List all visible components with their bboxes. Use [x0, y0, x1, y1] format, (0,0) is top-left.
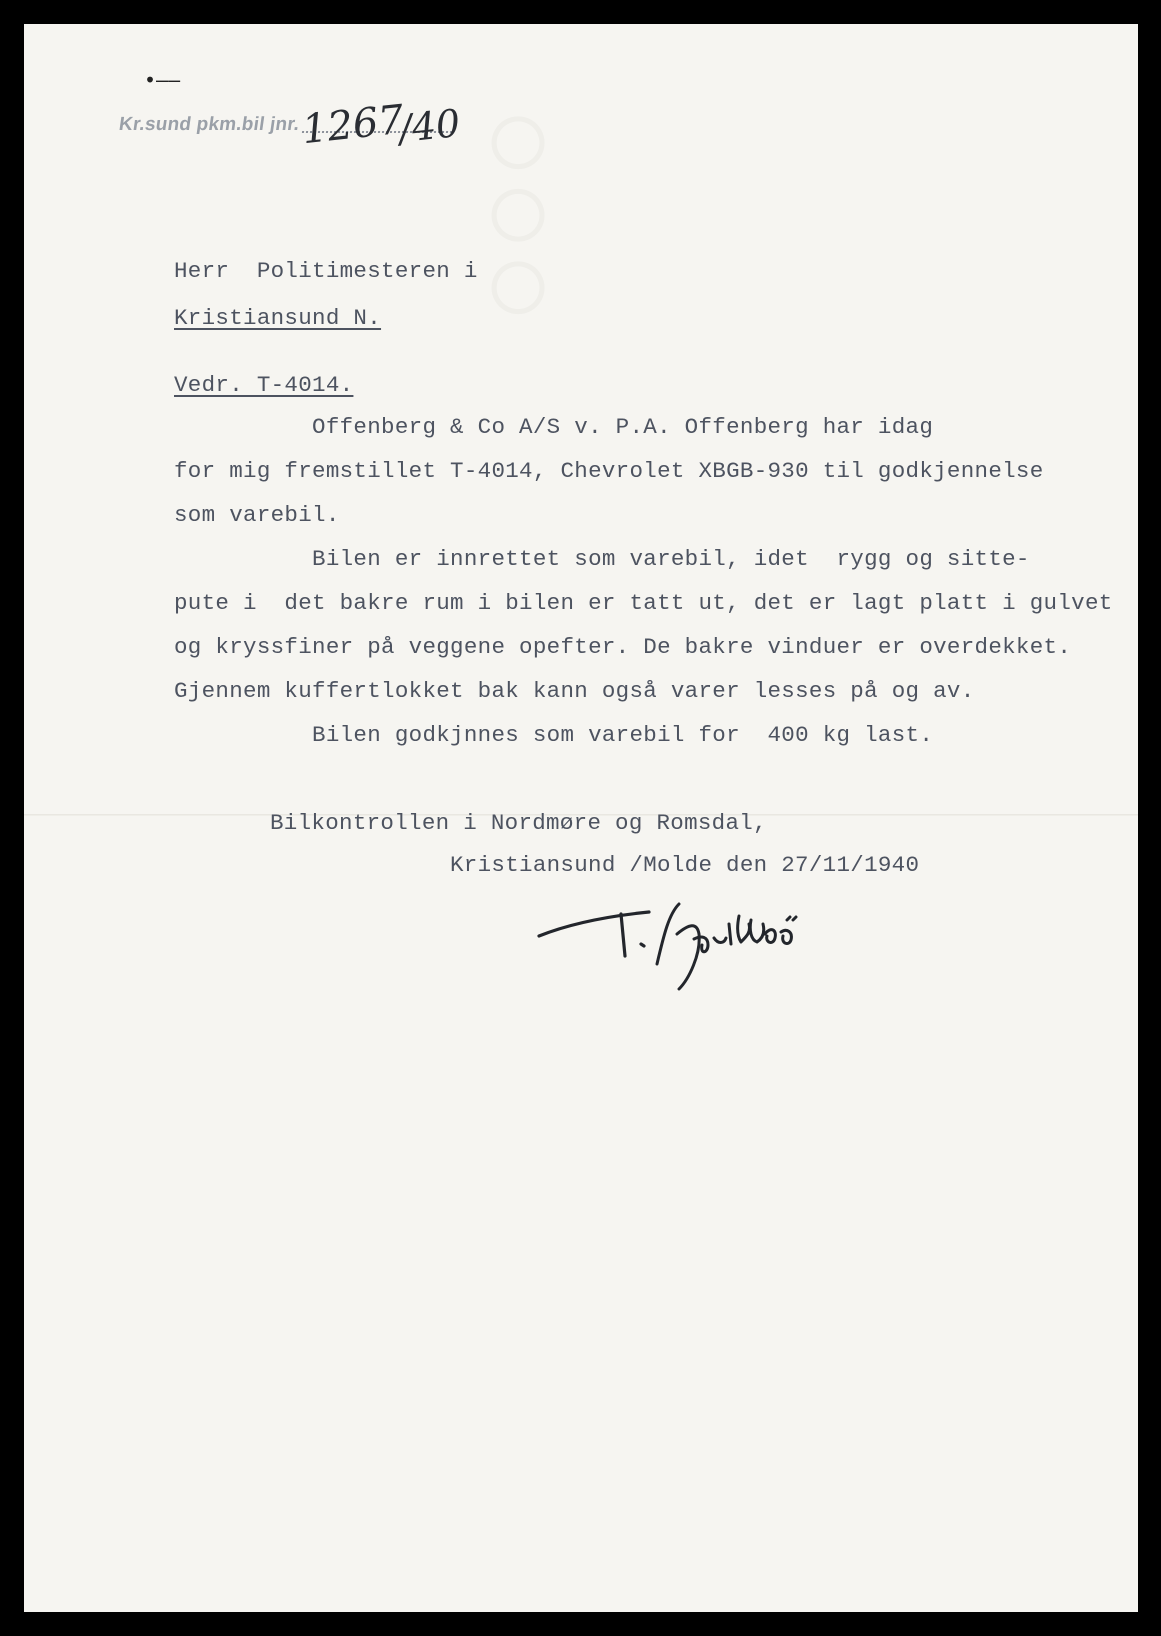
journal-suffix: /40 [396, 100, 463, 152]
closing-line-1: Bilkontrollen i Nordmøre og Romsdal, [270, 810, 767, 836]
stamp-label: Kr.sund pkm.bil jnr. [117, 114, 301, 135]
body-line: som varebil. [174, 502, 340, 528]
watermark: ○○○ [446, 106, 580, 324]
recipient-line-2: Kristiansund N. [174, 305, 382, 331]
journal-number: 1267 [299, 96, 406, 154]
body-line: Bilen godkjnnes som varebil for 400 kg last. [174, 722, 934, 748]
handwritten-signature [529, 894, 849, 994]
body-line: Gjennem kuffertlokket bak kann også varer lesses på og av. [174, 678, 975, 704]
recipient-line-1: Herr Politimesteren i [174, 258, 478, 284]
body-line: Bilen er innrettet som varebil, idet rygg og sitte- [174, 546, 1030, 572]
subject-line: Vedr. T-4014. [174, 372, 354, 398]
body-line: for mig fremstillet T-4014, Chevrolet XBGB-930 til godkjennelse [174, 458, 1044, 484]
body-line: Offenberg & Co A/S v. P.A. Offenberg har idag [174, 414, 934, 440]
body-line: og kryssfiner på veggene opefter. De bakre vinduer er overdekket. [174, 634, 1072, 660]
body-line: pute i det bakre rum i bilen er tatt ut, det er lagt platt i gulvet [174, 590, 1113, 616]
letter-page [24, 24, 1138, 1612]
ink-marks: •—– [144, 68, 181, 92]
closing-line-2: Kristiansund /Molde den 27/11/1940 [450, 852, 920, 878]
